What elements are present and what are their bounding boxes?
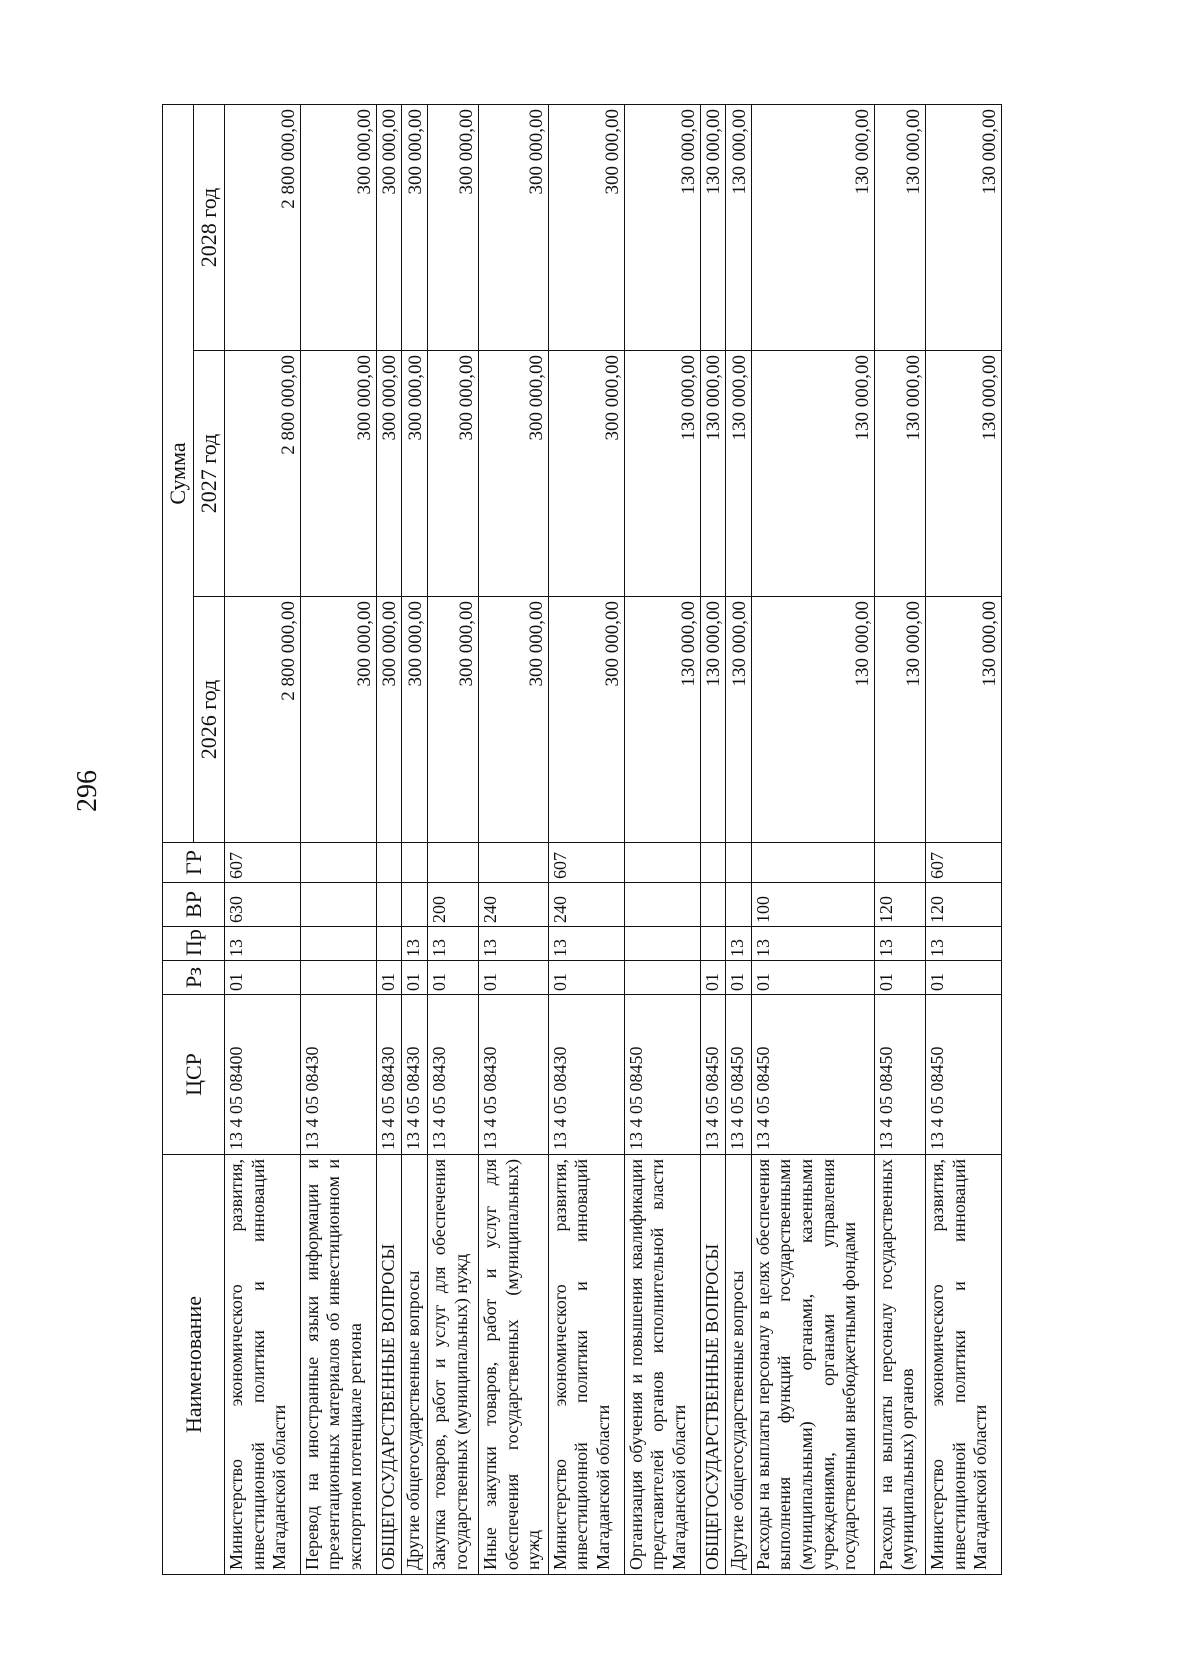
row-rz: 01: [548, 961, 624, 995]
row-csr: 13 4 05 08430: [376, 995, 402, 1155]
row-vr: [376, 883, 402, 927]
header-year-2028: 2028 год: [194, 105, 225, 351]
row-csr: 13 4 05 08450: [751, 995, 874, 1155]
row-amount-2027: 130 000,00: [700, 351, 726, 597]
row-name: ОБЩЕГОСУДАРСТВЕННЫЕ ВОПРОСЫ: [376, 1155, 402, 1575]
row-gr: 607: [225, 843, 301, 883]
page-number: 296: [72, 770, 103, 812]
row-name: ОБЩЕГОСУДАРСТВЕННЫЕ ВОПРОСЫ: [700, 1155, 726, 1575]
row-csr: 13 4 05 08450: [624, 995, 700, 1155]
row-gr: [624, 843, 700, 883]
row-name: Расходы на выплаты персоналу государственных (муниципальных) органов: [874, 1155, 925, 1575]
row-amount-2028: 130 000,00: [726, 105, 752, 351]
row-pr: 13: [726, 927, 752, 961]
row-pr: 13: [428, 927, 479, 961]
row-amount-2027: 300 000,00: [402, 351, 428, 597]
row-rz: 01: [751, 961, 874, 995]
header-year-2026: 2026 год: [194, 597, 225, 843]
row-amount-2026: 300 000,00: [376, 597, 402, 843]
row-amount-2026: 130 000,00: [624, 597, 700, 843]
header-name: Наименование: [163, 1155, 225, 1575]
row-amount-2028: 300 000,00: [376, 105, 402, 351]
row-amount-2026: 130 000,00: [726, 597, 752, 843]
row-name: Организация обучения и повышения квалификации представителей органов исполнительной власти Магаданской области: [624, 1155, 700, 1575]
header-gr: ГР: [163, 843, 225, 883]
row-rz: [624, 961, 700, 995]
row-amount-2026: 300 000,00: [479, 597, 549, 843]
row-rz: 01: [225, 961, 301, 995]
row-amount-2026: 300 000,00: [402, 597, 428, 843]
row-rz: 01: [479, 961, 549, 995]
row-name: Министерство экономического развития, инвестиционной политики и инноваций Магаданской области: [225, 1155, 301, 1575]
row-name: Иные закупки товаров, работ и услуг для обеспечения государственных (муниципальных) нужд: [479, 1155, 549, 1575]
table-row: [700, 105, 726, 1575]
row-vr: 240: [548, 883, 624, 927]
table-row: [479, 105, 549, 1575]
row-name: Другие общегосударственные вопросы: [726, 1155, 752, 1575]
rotated-table-container: [162, 105, 1002, 1575]
row-gr: [479, 843, 549, 883]
row-amount-2027: 300 000,00: [479, 351, 549, 597]
row-gr: [700, 843, 726, 883]
table-row: [548, 105, 624, 1575]
row-amount-2027: 130 000,00: [874, 351, 925, 597]
row-csr: 13 4 05 08450: [726, 995, 752, 1155]
table-row: [926, 105, 1002, 1575]
row-vr: [700, 883, 726, 927]
row-amount-2027: 130 000,00: [751, 351, 874, 597]
row-name: Другие общегосударственные вопросы: [402, 1155, 428, 1575]
table-header: [163, 105, 225, 1575]
row-gr: [751, 843, 874, 883]
row-csr: 13 4 05 08430: [548, 995, 624, 1155]
row-amount-2026: 300 000,00: [428, 597, 479, 843]
header-rz: Рз: [163, 961, 225, 995]
row-csr: 13 4 05 08430: [402, 995, 428, 1155]
row-amount-2027: 300 000,00: [548, 351, 624, 597]
row-name: Министерство экономического развития, инвестиционной политики и инноваций Магаданской области: [548, 1155, 624, 1575]
row-vr: [726, 883, 752, 927]
row-amount-2028: 130 000,00: [624, 105, 700, 351]
row-csr: 13 4 05 08430: [479, 995, 549, 1155]
row-csr: 13 4 05 08450: [874, 995, 925, 1155]
row-amount-2026: 2 800 000,00: [225, 597, 301, 843]
row-name: Министерство экономического развития, инвестиционной политики и инноваций Магаданской области: [926, 1155, 1002, 1575]
row-vr: 100: [751, 883, 874, 927]
row-rz: 01: [726, 961, 752, 995]
table-row: [402, 105, 428, 1575]
row-pr: 13: [548, 927, 624, 961]
row-amount-2027: 300 000,00: [300, 351, 376, 597]
row-amount-2026: 130 000,00: [874, 597, 925, 843]
row-amount-2028: 130 000,00: [926, 105, 1002, 351]
row-pr: 13: [926, 927, 1002, 961]
row-amount-2027: 130 000,00: [926, 351, 1002, 597]
table-row: [300, 105, 376, 1575]
row-rz: 01: [402, 961, 428, 995]
row-amount-2028: 130 000,00: [874, 105, 925, 351]
row-amount-2028: 300 000,00: [428, 105, 479, 351]
header-sum: Сумма: [163, 105, 194, 843]
row-pr: [300, 927, 376, 961]
row-vr: [402, 883, 428, 927]
table-row: [624, 105, 700, 1575]
table-body: [225, 105, 1002, 1575]
row-vr: 240: [479, 883, 549, 927]
row-pr: 13: [479, 927, 549, 961]
row-amount-2028: 300 000,00: [548, 105, 624, 351]
row-name: Расходы на выплаты персоналу в целях обеспечения выполнения функций государственными (муниципальными) органами, казенными учреждениями, органами управления государственными внебюджетными фондами: [751, 1155, 874, 1575]
row-amount-2028: 2 800 000,00: [225, 105, 301, 351]
row-amount-2028: 300 000,00: [300, 105, 376, 351]
row-amount-2026: 300 000,00: [300, 597, 376, 843]
row-pr: 13: [402, 927, 428, 961]
row-name: Закупка товаров, работ и услуг для обеспечения государственных (муниципальных) нужд: [428, 1155, 479, 1575]
row-pr: [376, 927, 402, 961]
row-gr: [874, 843, 925, 883]
row-csr: 13 4 05 08430: [428, 995, 479, 1155]
row-csr: 13 4 05 08430: [300, 995, 376, 1155]
row-rz: 01: [926, 961, 1002, 995]
row-amount-2027: 130 000,00: [726, 351, 752, 597]
row-gr: [376, 843, 402, 883]
header-vr: ВР: [163, 883, 225, 927]
row-csr: 13 4 05 08400: [225, 995, 301, 1155]
row-vr: 200: [428, 883, 479, 927]
row-pr: 13: [751, 927, 874, 961]
table-row: [751, 105, 874, 1575]
row-amount-2026: 130 000,00: [926, 597, 1002, 843]
row-csr: 13 4 05 08450: [700, 995, 726, 1155]
row-pr: [700, 927, 726, 961]
row-pr: 13: [225, 927, 301, 961]
table-row: [225, 105, 301, 1575]
row-amount-2028: 300 000,00: [402, 105, 428, 351]
row-rz: 01: [376, 961, 402, 995]
row-amount-2027: 130 000,00: [624, 351, 700, 597]
header-year-2027: 2027 год: [194, 351, 225, 597]
row-amount-2028: 300 000,00: [479, 105, 549, 351]
row-gr: 607: [548, 843, 624, 883]
row-gr: [428, 843, 479, 883]
row-vr: 120: [926, 883, 1002, 927]
table-row: [726, 105, 752, 1575]
row-amount-2027: 300 000,00: [428, 351, 479, 597]
header-csr: ЦСР: [163, 995, 225, 1155]
row-vr: [624, 883, 700, 927]
row-rz: 01: [874, 961, 925, 995]
row-amount-2026: 130 000,00: [751, 597, 874, 843]
row-name: Перевод на иностранные языки информации и презентационных материалов об инвестиционном и экспортном потенциале региона: [300, 1155, 376, 1575]
row-vr: 630: [225, 883, 301, 927]
row-pr: 13: [874, 927, 925, 961]
table-row: [874, 105, 925, 1575]
row-rz: [300, 961, 376, 995]
table-row: [428, 105, 479, 1575]
row-vr: 120: [874, 883, 925, 927]
row-csr: 13 4 05 08450: [926, 995, 1002, 1155]
row-amount-2026: 300 000,00: [548, 597, 624, 843]
row-amount-2028: 130 000,00: [751, 105, 874, 351]
row-pr: [624, 927, 700, 961]
row-vr: [300, 883, 376, 927]
row-gr: [402, 843, 428, 883]
row-amount-2028: 130 000,00: [700, 105, 726, 351]
row-rz: 01: [700, 961, 726, 995]
table-row: [376, 105, 402, 1575]
row-amount-2027: 2 800 000,00: [225, 351, 301, 597]
row-gr: [300, 843, 376, 883]
budget-table: [162, 104, 1002, 1575]
row-gr: [726, 843, 752, 883]
row-amount-2027: 300 000,00: [376, 351, 402, 597]
row-rz: 01: [428, 961, 479, 995]
row-amount-2026: 130 000,00: [700, 597, 726, 843]
row-gr: 607: [926, 843, 1002, 883]
header-pr: Пр: [163, 927, 225, 961]
